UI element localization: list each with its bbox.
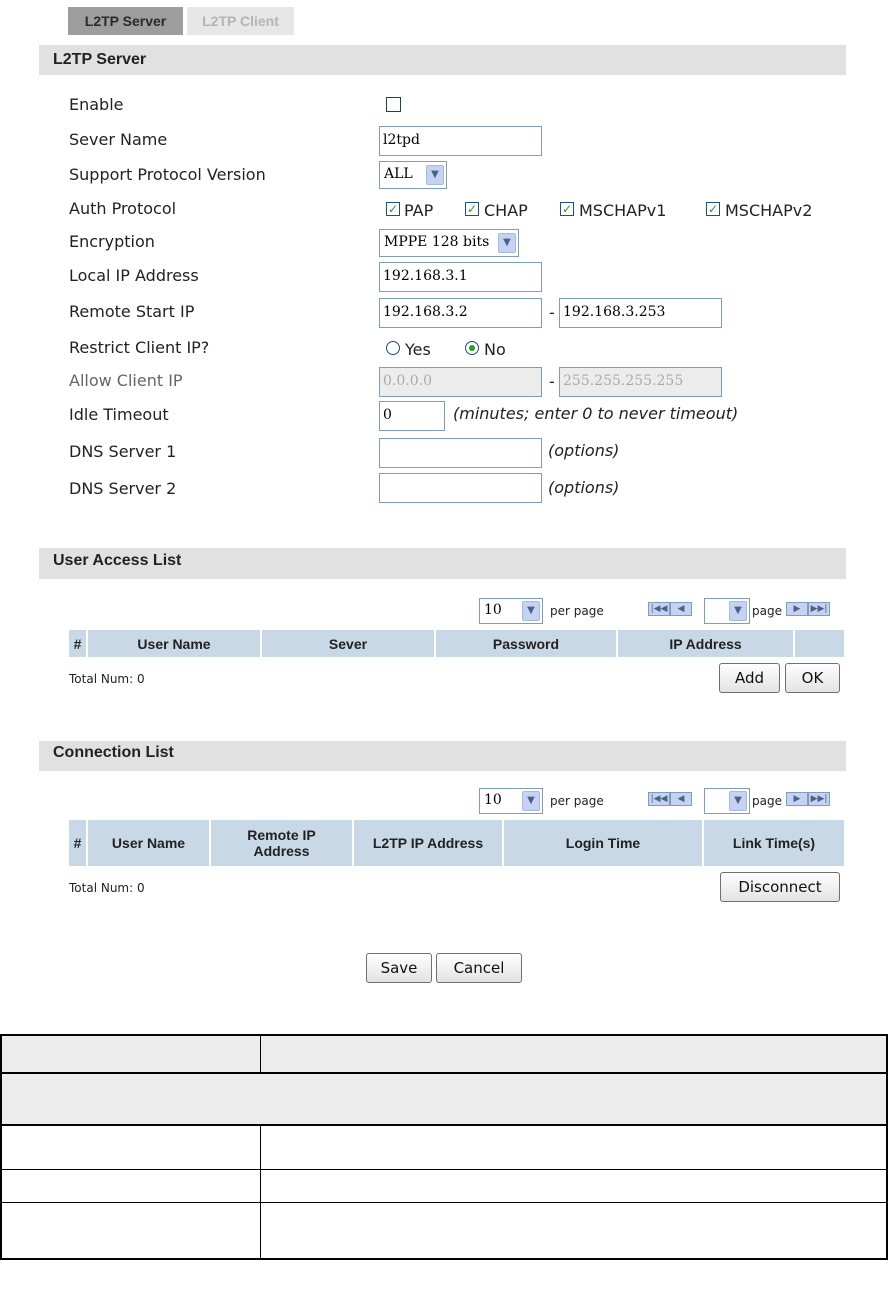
enable-checkbox[interactable]: [386, 97, 401, 112]
section-title-connection-list: Connection List: [39, 741, 846, 771]
remote-end-ip-input[interactable]: 192.168.3.253: [559, 298, 722, 328]
description-table-header-row: [2, 1036, 886, 1072]
column-header-actions: [795, 630, 844, 657]
auth-pap-checkbox[interactable]: [386, 202, 400, 216]
checkmark-icon: ✓: [561, 202, 573, 216]
auth-chap-label: CHAP: [484, 201, 528, 220]
cl-per-page-label: per page: [550, 794, 604, 808]
last-page-icon[interactable]: ▶▶|: [808, 602, 830, 616]
ual-page-label: page: [752, 604, 782, 618]
auth-protocol-label: Auth Protocol: [69, 199, 177, 218]
column-header-login-time: Login Time: [504, 820, 704, 866]
next-page-icon[interactable]: ▶: [786, 792, 808, 806]
dns1-hint: (options): [548, 441, 620, 460]
dns2-label: DNS Server 2: [69, 479, 177, 498]
cl-per-page-value: 10: [484, 792, 502, 808]
encryption-select[interactable]: [379, 229, 519, 257]
column-header-password: Password: [436, 630, 618, 657]
prev-page-icon[interactable]: ◀: [670, 602, 692, 616]
ual-per-page-label: per page: [550, 604, 604, 618]
description-table: [0, 1034, 888, 1260]
tab-l2tp-server[interactable]: L2TP Server: [68, 7, 183, 35]
dns1-input[interactable]: [379, 438, 542, 468]
encryption-value: MPPE 128 bits: [384, 234, 490, 250]
checkmark-icon: ✓: [387, 202, 399, 216]
ual-total-count: Total Num: 0: [69, 672, 145, 686]
table-column-rule: [260, 1036, 261, 1072]
protocol-version-label: Support Protocol Version: [69, 165, 266, 184]
save-button[interactable]: Save: [366, 953, 432, 983]
idle-timeout-input[interactable]: 0: [379, 401, 445, 431]
prev-page-icon[interactable]: ◀: [670, 792, 692, 806]
column-header-l2tp-ip: L2TP IP Address: [354, 820, 504, 866]
radio-selected-dot: [469, 345, 475, 351]
table-rule: [2, 1169, 886, 1170]
dns2-input[interactable]: [379, 473, 542, 503]
checkmark-icon: ✓: [707, 202, 719, 216]
local-ip-input[interactable]: 192.168.3.1: [379, 262, 542, 292]
ual-per-page-value: 10: [484, 602, 502, 618]
auth-mschapv2-checkbox[interactable]: [706, 202, 720, 216]
restrict-client-ip-label: Restrict Client IP?: [69, 338, 210, 357]
ual-per-page-select[interactable]: [479, 598, 543, 624]
column-header-number: #: [69, 630, 88, 657]
restrict-no-label: No: [484, 340, 506, 359]
user-access-table-header: [69, 630, 844, 657]
chevron-down-icon[interactable]: ▼: [522, 601, 540, 621]
protocol-version-select[interactable]: [379, 161, 447, 189]
column-header-sever: Sever: [262, 630, 436, 657]
allow-client-ip-label: Allow Client IP: [69, 371, 183, 390]
cancel-button[interactable]: Cancel: [436, 953, 522, 983]
chevron-down-icon[interactable]: ▼: [426, 165, 444, 185]
connection-table-header: [69, 820, 844, 866]
cl-page-select[interactable]: [704, 788, 750, 814]
idle-timeout-hint: (minutes; enter 0 to never timeout): [453, 404, 739, 423]
disconnect-button[interactable]: Disconnect: [720, 872, 840, 902]
auth-pap-label: PAP: [404, 201, 434, 220]
dns1-label: DNS Server 1: [69, 442, 177, 461]
allow-end-ip-input[interactable]: 255.255.255.255: [559, 367, 722, 397]
idle-timeout-label: Idle Timeout: [69, 405, 169, 424]
chevron-down-icon[interactable]: ▼: [729, 791, 747, 811]
tab-l2tp-client[interactable]: L2TP Client: [187, 7, 294, 35]
ual-page-select[interactable]: [704, 598, 750, 624]
table-column-rule: [260, 1124, 261, 1260]
auth-chap-checkbox[interactable]: [465, 202, 479, 216]
table-rule: [2, 1124, 886, 1126]
restrict-yes-label: Yes: [405, 340, 431, 359]
restrict-no-radio[interactable]: [465, 341, 479, 355]
column-header-number: #: [69, 820, 88, 866]
cl-total-count: Total Num: 0: [69, 881, 145, 895]
auth-mschapv1-checkbox[interactable]: [560, 202, 574, 216]
checkmark-icon: ✓: [466, 202, 478, 216]
remote-start-ip-input[interactable]: 192.168.3.2: [379, 298, 542, 328]
range-separator: -: [549, 303, 555, 322]
ok-button[interactable]: OK: [785, 663, 840, 693]
encryption-label: Encryption: [69, 232, 155, 251]
column-header-user-name: User Name: [88, 630, 262, 657]
cl-page-label: page: [752, 794, 782, 808]
description-table-section-row: [2, 1074, 886, 1124]
cl-per-page-select[interactable]: [479, 788, 543, 814]
chevron-down-icon[interactable]: ▼: [498, 233, 516, 253]
next-page-icon[interactable]: ▶: [786, 602, 808, 616]
table-rule: [2, 1202, 886, 1203]
range-separator: -: [549, 372, 555, 391]
auth-mschapv1-label: MSCHAPv1: [579, 201, 667, 220]
section-title-l2tp-server: L2TP Server: [39, 45, 846, 75]
chevron-down-icon[interactable]: ▼: [729, 601, 747, 621]
remote-start-label: Remote Start IP: [69, 302, 195, 321]
local-ip-label: Local IP Address: [69, 266, 199, 285]
server-name-input[interactable]: l2tpd: [379, 126, 542, 156]
column-header-user-name: User Name: [88, 820, 211, 866]
column-header-link-time: Link Time(s): [732, 835, 816, 851]
restrict-yes-radio[interactable]: [386, 341, 400, 355]
first-page-icon[interactable]: |◀◀: [648, 602, 670, 616]
dns2-hint: (options): [548, 478, 620, 497]
first-page-icon[interactable]: |◀◀: [648, 792, 670, 806]
column-header-remote-ip: Remote IP Address: [211, 820, 354, 866]
chevron-down-icon[interactable]: ▼: [522, 791, 540, 811]
column-header-ip-address: IP Address: [618, 630, 795, 657]
allow-start-ip-input[interactable]: 0.0.0.0: [379, 367, 542, 397]
section-title-user-access-list: User Access List: [39, 548, 846, 579]
server-name-label: Sever Name: [69, 130, 168, 149]
enable-label: Enable: [69, 95, 124, 114]
add-button[interactable]: Add: [719, 663, 780, 693]
auth-mschapv2-label: MSCHAPv2: [725, 201, 813, 220]
protocol-version-value: ALL: [384, 166, 413, 182]
last-page-icon[interactable]: ▶▶|: [808, 792, 830, 806]
